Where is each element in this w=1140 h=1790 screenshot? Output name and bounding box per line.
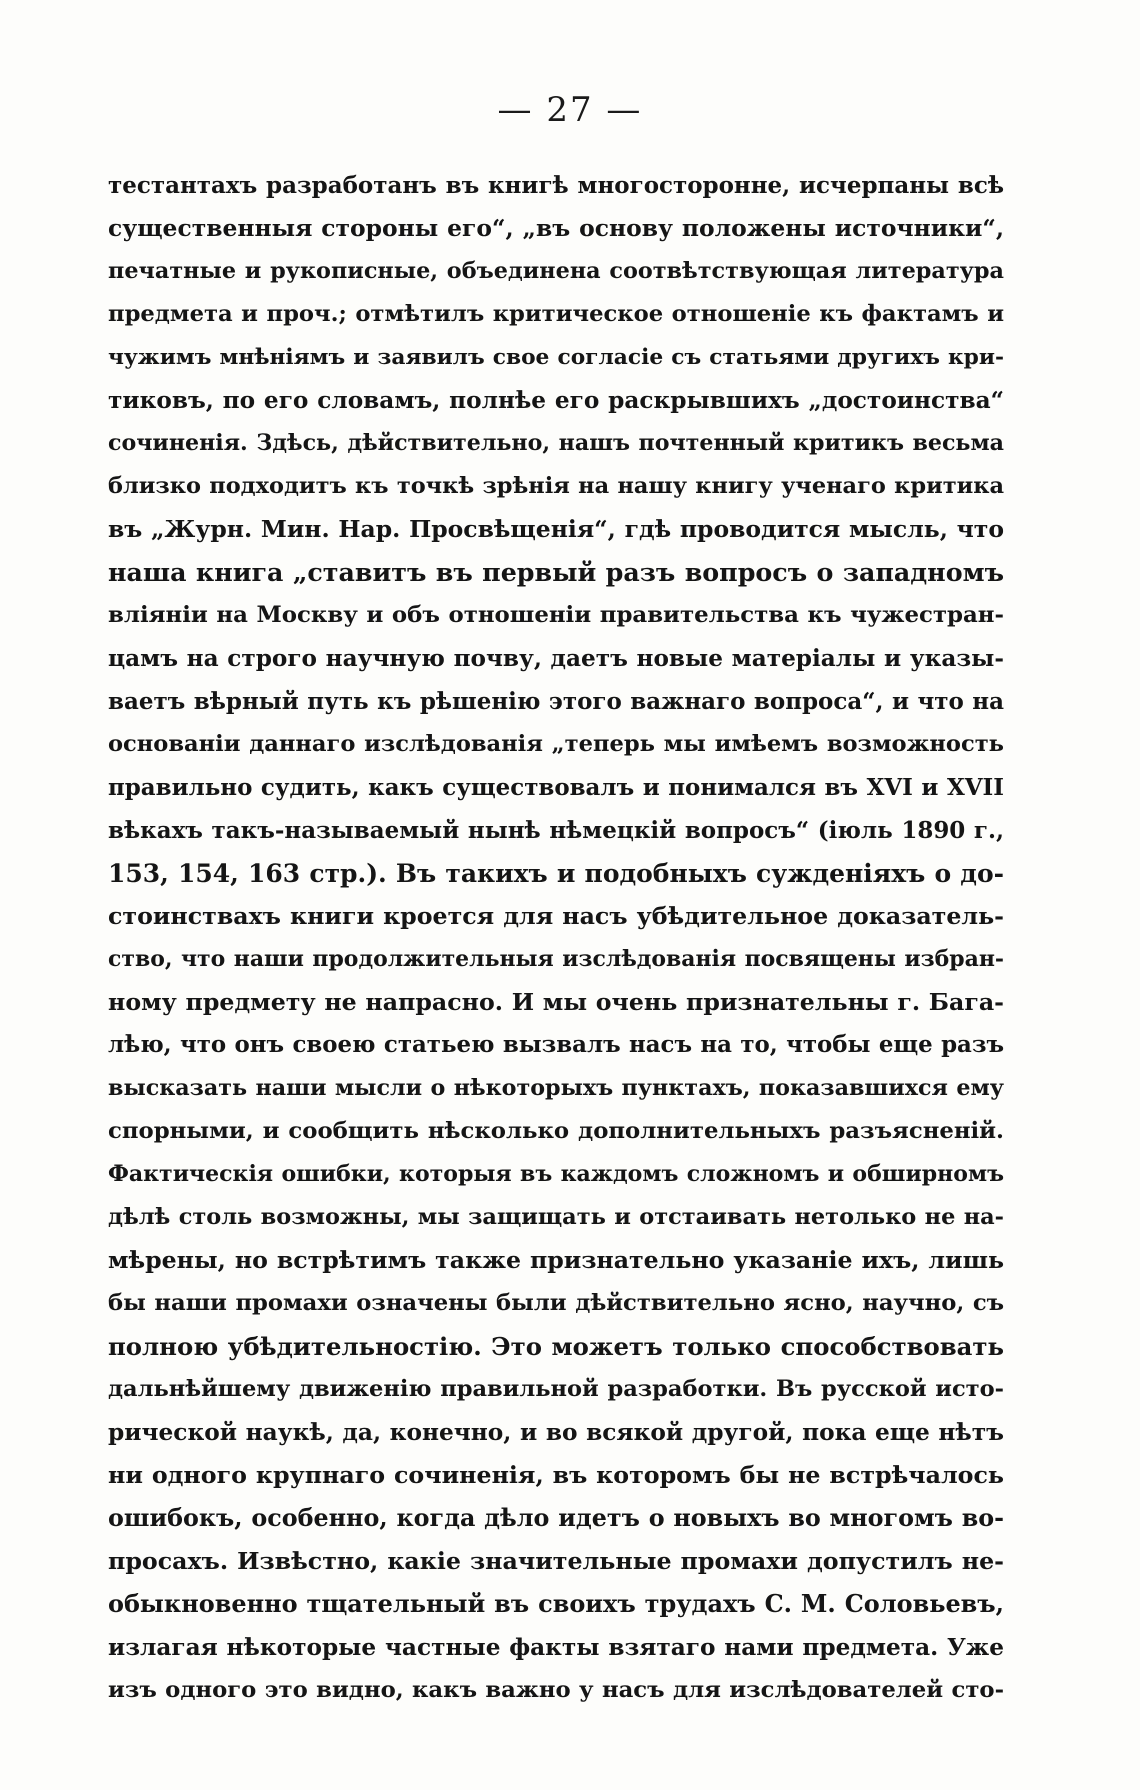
text-line: правильно судить, какъ существовалъ и понимался въ XVI и XVII <box>108 774 1004 801</box>
text-line: чужимъ мнѣніямъ и заявилъ свое согласіе съ статьями другихъ кри- <box>108 345 1004 370</box>
text-line: ни одного крупнаго сочиненія, въ которомъ бы не встрѣчалось <box>108 1461 1004 1489</box>
text-line: въ „Журн. Мин. Нар. Просвѣщенія“, гдѣ проводится мысль, что <box>108 515 1004 543</box>
text-line: печатные и рукописные, объединена соотвѣтствующая литература <box>108 258 1004 284</box>
text-line: рической наукѣ, да, конечно, и во всякой другой, пока еще нѣтъ <box>108 1419 1004 1446</box>
text-line: наша книга „ставитъ въ первый разъ вопросъ о западномъ <box>108 557 1004 587</box>
text-line: мѣрены, но встрѣтимъ также признательно указаніе ихъ, лишь <box>108 1246 1004 1274</box>
text-line: основаніи даннаго изслѣдованія „теперь мы имѣемъ возможность <box>108 731 1004 757</box>
text-line: ваетъ вѣрный путь къ рѣшенію этого важнаго вопроса“, и что на <box>108 688 1004 715</box>
text-line: лѣю, что онъ своею статьею вызвалъ насъ на то, чтобы еще разъ <box>108 1032 1004 1058</box>
text-line: цамъ на строго научную почву, даетъ новые матеріалы и указы- <box>108 645 1004 672</box>
body-text <box>108 164 1004 1712</box>
text-line: предмета и проч.; отмѣтилъ критическое отношеніе къ фактамъ и <box>108 301 1004 327</box>
text-line: высказать наши мысли о нѣкоторыхъ пунктахъ, показавшихся ему <box>108 1075 1004 1101</box>
text-line: ошибокъ, особенно, когда дѣло идетъ о новыхъ во многомъ во- <box>108 1504 1004 1532</box>
text-line: существенныя стороны его“, „въ основу положены источники“, <box>108 214 1004 242</box>
text-line: полною убѣдительностію. Это можетъ только способствовать <box>108 1332 1004 1361</box>
text-line: дальнѣйшему движенію правильной разработки. Въ русской исто- <box>108 1376 1004 1402</box>
text-line: излагая нѣкоторые частные факты взятаго нами предмета. Уже <box>108 1634 1004 1661</box>
text-line: изъ одного это видно, какъ важно у насъ для изслѣдователей сто- <box>108 1677 1004 1703</box>
text-line: дѣлѣ столь возможны, мы защищать и отстаивать нетолько не на- <box>108 1204 1004 1230</box>
text-line: ство, что наши продолжительныя изслѣдованія посвящены избран- <box>108 946 1004 972</box>
text-line: просахъ. Извѣстно, какіе значительные промахи допустилъ не- <box>108 1547 1004 1575</box>
text-line: тиковъ, по его словамъ, полнѣе его раскрывшихъ „достоинства“ <box>108 387 1004 414</box>
text-line: стоинствахъ книги кроется для насъ убѣдительное доказатель- <box>108 902 1004 930</box>
text-line: Фактическія ошибки, которыя въ каждомъ сложномъ и обширномъ <box>108 1161 1004 1187</box>
text-line: спорными, и сообщить нѣсколько дополнительныхъ разъясненій. <box>108 1118 1004 1144</box>
text-line: обыкновенно тщательный въ своихъ трудахъ С. М. Соловьевъ, <box>108 1590 1004 1618</box>
text-line: вѣкахъ такъ-называемый нынѣ нѣмецкій вопросъ“ (іюль 1890 г., <box>108 817 1004 844</box>
text-line: вліяніи на Москву и объ отношеніи правительства къ чужестран- <box>108 602 1004 628</box>
text-line: 153, 154, 163 стр.). Въ такихъ и подобныхъ сужденіяхъ о до- <box>108 859 1004 888</box>
text-line: близко подходитъ къ точкѣ зрѣнія на нашу книгу ученаго критика <box>108 473 1004 499</box>
text-line: тестантахъ разработанъ въ книгѣ многосторонне, исчерпаны всѣ <box>108 172 1004 199</box>
page-number: — 27 — <box>497 90 643 130</box>
text-line: бы наши промахи означены были дѣйствительно ясно, научно, съ <box>108 1290 1004 1316</box>
text-line: ному предмету не напрасно. И мы очень признательны г. Бага- <box>108 988 1004 1016</box>
text-line: сочиненія. Здѣсь, дѣйствительно, нашъ почтенный критикъ весьма <box>108 430 1004 456</box>
